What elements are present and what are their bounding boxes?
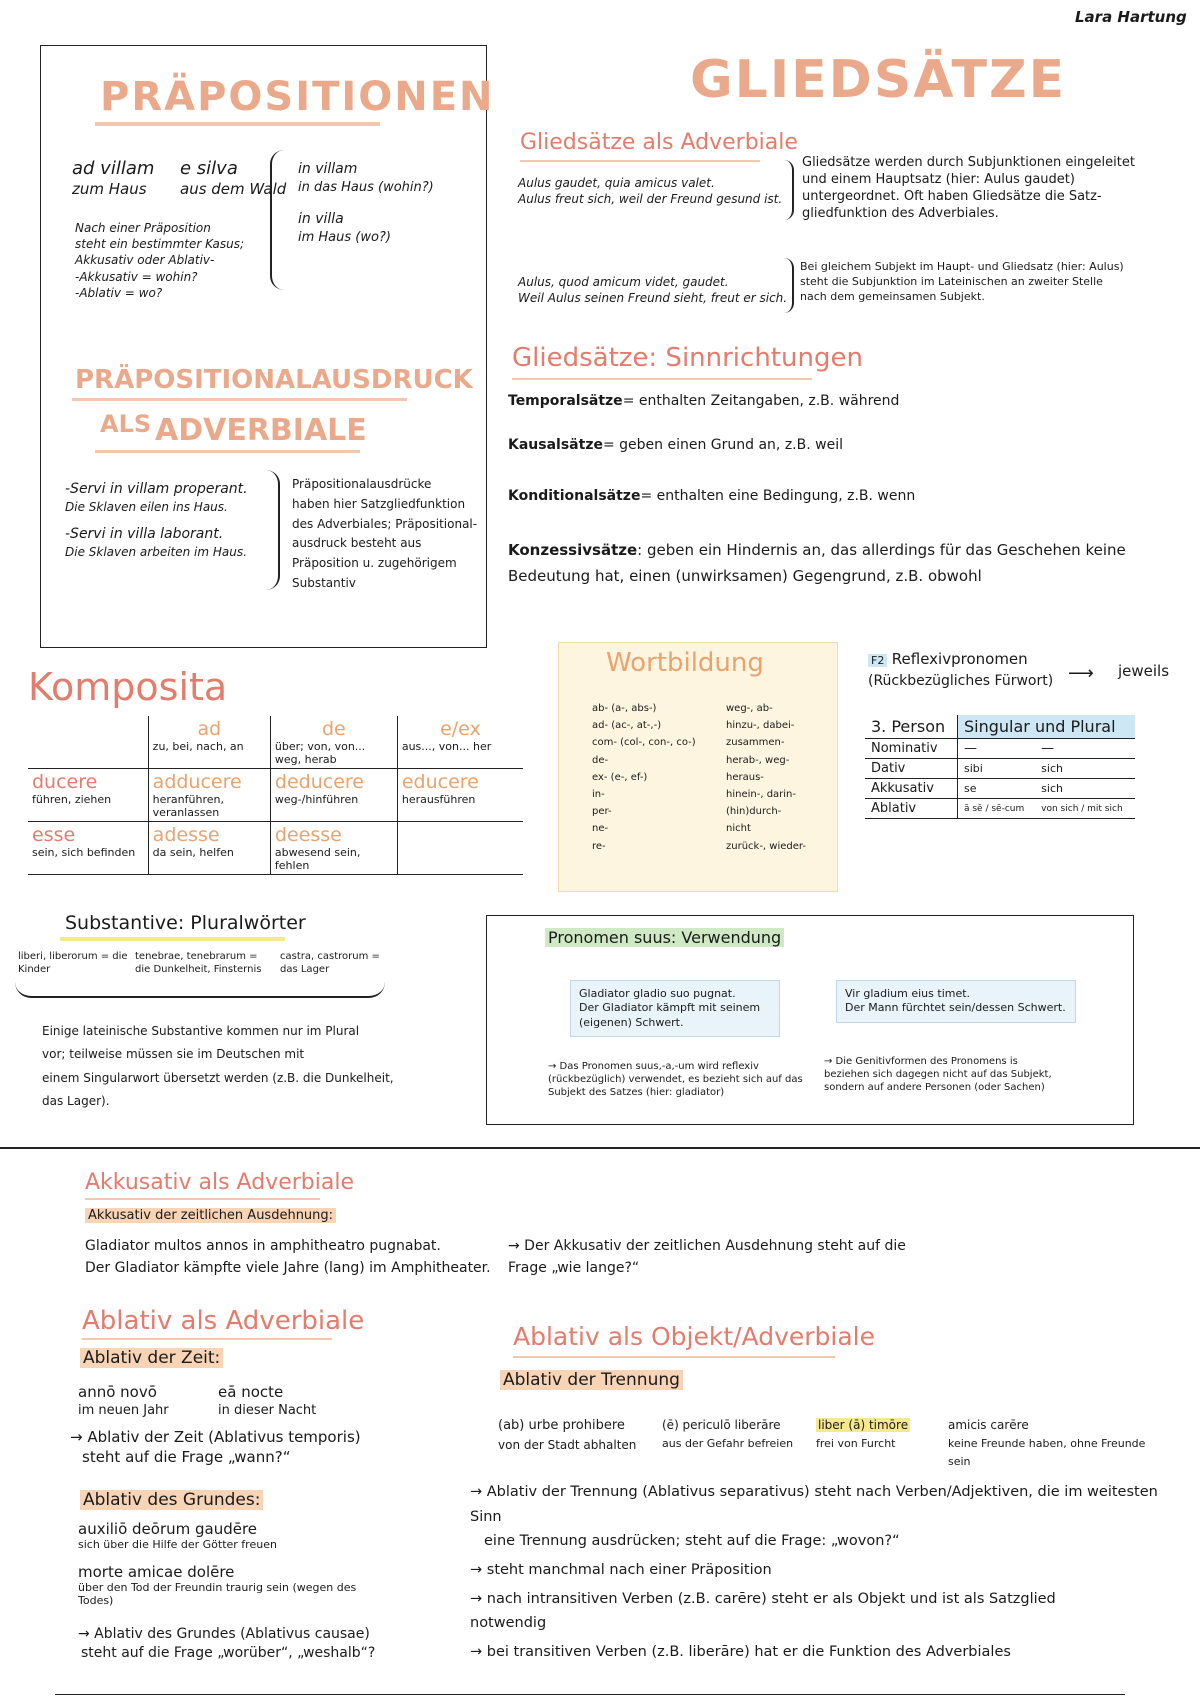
abl-zeit-ex2: eā nocte in dieser Nacht bbox=[218, 1383, 317, 1418]
empty-cell bbox=[28, 716, 148, 769]
title-underline bbox=[85, 1198, 320, 1200]
akk-example: Gladiator multos annos in amphitheatro pugnabat. Der Gladiator kämpfte viele Jahre (lang) im Amphitheater. bbox=[85, 1238, 491, 1276]
substantive-text: Einige lateinische Substantive kommen nur im Plural vor; teilweise müssen sie im Deutschen mit einem Singularwort übersetzt werden (z.B. die Dunkelheit, das Lager). bbox=[42, 1024, 394, 1109]
glied-ex2: Aulus, quod amicum videt, gaudet. Weil Aulus seinen Freund sieht, freut er sich. bbox=[518, 275, 788, 306]
curly-brace bbox=[270, 150, 298, 290]
als-label: ALS bbox=[100, 410, 152, 438]
adverbiale-title: ADVERBIALE bbox=[155, 413, 367, 448]
rp-head: Singular und Plural bbox=[957, 715, 1135, 739]
trennung-notes: → Ablativ der Trennung (Ablativus separativus) steht nach Verben/Adjektiven, die im weitesten Sinn eine Trennung ausdrücken; steht auf die Frage: „wovon?“ → steht manchmal nach einer Präposition → nach intransitiven Verben (z.B. carēre) steht er als Objekt und ist als Satzglied notwendig → bei transitiven Verben (z.B. liberāre) hat er die Funktion des Adverbiales bbox=[470, 1484, 1158, 1660]
glied-exp2: Bei gleichem Subjekt im Haupt- und Gliedsatz (hier: Aulus) steht die Subjunktion im Lateinischen an zweiter Stelle nach dem gemeinsamen Subjekt. bbox=[800, 260, 1124, 303]
kt-cell: esse sein, sich befinden bbox=[28, 822, 148, 875]
rp-cell: se bbox=[957, 779, 1035, 799]
plural-word: tenebrae, tenebrarum = die Dunkelheit, Finsternis bbox=[135, 951, 262, 975]
rp-cell: von sich / mit sich bbox=[1035, 799, 1135, 819]
plural-word: liberi, liberorum = die Kinder bbox=[18, 951, 128, 975]
brace bbox=[782, 160, 794, 220]
title-underline bbox=[520, 160, 760, 162]
trennung-item: liber (ā) timōre frei von Furcht bbox=[816, 1418, 909, 1451]
title-underline bbox=[60, 937, 285, 941]
praep-explain: Präpositionalausdrücke haben hier Satzgliedfunktion des Adverbiales; Präpositional- ausdruck besteht aus Präposition u. zugehörigem Substantiv bbox=[292, 477, 478, 590]
abl-zeit-ex1: annō novō im neuen Jahr bbox=[78, 1383, 169, 1418]
trennung-item: (ab) urbe prohibere von der Stadt abhalten bbox=[498, 1418, 637, 1453]
wortbildung-left: ab- (a-, abs-) ad- (ac-, at-,-) com- (col-, con-, co-) de- ex- (e-, ef-) in- per- ne- re- bbox=[592, 703, 696, 852]
trennung-item: amicis carēre keine Freunde haben, ohne Freunde sein bbox=[948, 1418, 1146, 1468]
glied-exp1: Gliedsätze werden durch Subjunktionen eingeleitet und einem Hauptsatz (hier: Aulus gaudet) untergeordnet. Oft haben Gliedsätze die Satz- gliedfunktion des Adverbiales. bbox=[802, 155, 1135, 221]
pronomen-title: Pronomen suus: Verwendung bbox=[545, 928, 784, 947]
substantive-title: Substantive: Pluralwörter bbox=[65, 912, 306, 934]
title-underline bbox=[95, 122, 380, 126]
kt-cell: ducere führen, ziehen bbox=[28, 769, 148, 822]
arrow-right-icon: ⟶ bbox=[1068, 663, 1094, 684]
konzessiv-line: Konzessivsätze: geben ein Hindernis an, das allerdings für das Geschehen keine Bedeutung hat, einen (unwirksamen) Gegengrund, z.B. obwohl bbox=[508, 541, 1126, 586]
akk-sub: Akkusativ der zeitlichen Ausdehnung: bbox=[85, 1208, 336, 1223]
praepausdruck-title: PRÄPOSITIONALAUSDRUCK bbox=[75, 365, 473, 395]
jeweils-label: jeweils bbox=[1118, 662, 1170, 680]
konditional-line: Konditionalsätze= enthalten eine Bedingung, z.B. wenn bbox=[508, 488, 916, 504]
kt-cell: deducere weg-/hinführen bbox=[270, 769, 397, 822]
rp-cell: sich bbox=[1035, 759, 1135, 779]
rp-cell: sibi bbox=[957, 759, 1035, 779]
brace bbox=[782, 258, 794, 313]
plural-word: castra, castrorum = das Lager bbox=[280, 951, 380, 975]
abl-zeit-note: → Ablativ der Zeit (Ablativus temporis) steht auf die Frage „wann?“ bbox=[70, 1428, 361, 1466]
rp-cell: — bbox=[1035, 739, 1135, 759]
kt-head-cell: ad zu, bei, nach, an bbox=[148, 716, 270, 769]
abl-grund-ex2: morte amicae dolēre über den Tod der Freundin traurig sein (wegen des Todes) bbox=[78, 1563, 357, 1608]
trennung-item: (ē) periculō liberāre aus der Gefahr befreien bbox=[662, 1418, 794, 1451]
abl-zeit-heading: Ablativ der Zeit: bbox=[80, 1348, 223, 1368]
praep-sentences: -Servi in villam properant. Die Sklaven eilen ins Haus. -Servi in villa laborant. Die Sklaven arbeiten im Haus. bbox=[65, 481, 248, 559]
akk-title: Akkusativ als Adverbiale bbox=[85, 1170, 354, 1195]
abl-grund-ex1: auxiliō deōrum gaudēre sich über die Hilfe der Götter freuen bbox=[78, 1520, 277, 1551]
komposita-title: Komposita bbox=[28, 665, 228, 709]
glied-sec1-title: Gliedsätze als Adverbiale bbox=[520, 130, 798, 155]
praep-rule: Nach einer Präposition steht ein bestimmter Kasus; Akkusativ oder Ablativ- -Akkusativ = wohin? -Ablativ = wo? bbox=[75, 221, 245, 300]
pronomen-example-1: Gladiator gladio suo pugnat. Der Gladiator kämpft mit seinem (eigenen) Schwert. bbox=[570, 980, 780, 1037]
praep-right: in villam in das Haus (wohin?) in villa im Haus (wo?) bbox=[298, 161, 434, 246]
page-divider bbox=[0, 1147, 1200, 1149]
rp-cell: sich bbox=[1035, 779, 1135, 799]
praep-ex2: e silva aus dem Wald bbox=[180, 158, 287, 198]
kt-head-cell: e/ex aus..., von... her bbox=[397, 716, 523, 769]
gliedsaetze-title: GLIEDSÄTZE bbox=[690, 50, 1067, 110]
temporal-line: Temporalsätze= enthalten Zeitangaben, z.B. während bbox=[508, 393, 900, 409]
trennung-title: Ablativ als Objekt/Adverbiale bbox=[513, 1322, 875, 1351]
title-underline bbox=[95, 450, 360, 453]
reflexiv-header: F2 Reflexivpronomen (Rückbezügliches Fürwort) bbox=[868, 650, 1054, 689]
abl-title: Ablativ als Adverbiale bbox=[82, 1306, 365, 1336]
komposita-table bbox=[28, 716, 523, 875]
kt-cell: adducere heranführen, veranlassen bbox=[148, 769, 270, 822]
praepositionen-title: PRÄPOSITIONEN bbox=[100, 74, 495, 120]
rp-head: 3. Person bbox=[865, 715, 957, 739]
kt-cell: educere herausführen bbox=[397, 769, 523, 822]
rp-case: Nominativ bbox=[865, 739, 957, 759]
rp-cell: ā sē / sē-cum bbox=[957, 799, 1035, 819]
abl-grund-note: → Ablativ des Grundes (Ablativus causae) steht auf die Frage „worüber“, „weshalb“? bbox=[78, 1626, 376, 1661]
title-underline bbox=[513, 1356, 835, 1358]
akk-note: → Der Akkusativ der zeitlichen Ausdehnung steht auf die Frage „wie lange?“ bbox=[508, 1238, 906, 1276]
reflexiv-table bbox=[865, 715, 1135, 819]
glied-ex1: Aulus gaudet, quia amicus valet. Aulus freut sich, weil der Freund gesund ist. bbox=[518, 176, 783, 207]
author-name: Lara Hartung bbox=[1075, 8, 1187, 26]
pronomen-note-1: → Das Pronomen suus,-a,-um wird reflexiv (rückbezüglich) verwendet, es bezieht sich auf das Subjekt des Satzes (hier: gladiator) bbox=[548, 1061, 803, 1098]
kt-cell bbox=[397, 822, 523, 875]
trennung-sub: Ablativ der Trennung bbox=[500, 1370, 683, 1390]
pronomen-example-2: Vir gladium eius timet. Der Mann fürchtet sein/dessen Schwert. bbox=[836, 980, 1076, 1023]
curly-brace bbox=[262, 470, 280, 590]
wortbildung-right: weg-, ab- hinzu-, dabei- zusammen- herab-, weg- heraus- hinein-, darin- (hin)durch- nicht zurück-, wieder- bbox=[726, 703, 806, 852]
title-underline bbox=[82, 1338, 332, 1340]
kt-cell: deesse abwesend sein, fehlen bbox=[270, 822, 397, 875]
rp-case: Ablativ bbox=[865, 799, 957, 819]
pronomen-note-2: → Die Genitivformen des Pronomens is beziehen sich dagegen nicht auf das Subjekt, sondern auf andere Personen (oder Sachen) bbox=[824, 1056, 1052, 1093]
rp-case: Dativ bbox=[865, 759, 957, 779]
kt-head-cell: de über; von, von... weg, herab bbox=[270, 716, 397, 769]
praep-ex1: ad villam zum Haus bbox=[72, 158, 155, 198]
wortbildung-title: Wortbildung bbox=[606, 648, 764, 678]
kt-cell: adesse da sein, helfen bbox=[148, 822, 270, 875]
title-underline bbox=[512, 378, 812, 380]
rp-case: Akkusativ bbox=[865, 779, 957, 799]
title-underline bbox=[72, 398, 407, 401]
glied-sec2-title: Gliedsätze: Sinnrichtungen bbox=[512, 343, 863, 373]
bottom-rule bbox=[55, 1694, 1125, 1695]
abl-grund-heading: Ablativ des Grundes: bbox=[80, 1490, 263, 1510]
kausal-line: Kausalsätze= geben einen Grund an, z.B. weil bbox=[508, 437, 843, 453]
curly-brace bbox=[15, 982, 385, 998]
rp-cell: — bbox=[957, 739, 1035, 759]
